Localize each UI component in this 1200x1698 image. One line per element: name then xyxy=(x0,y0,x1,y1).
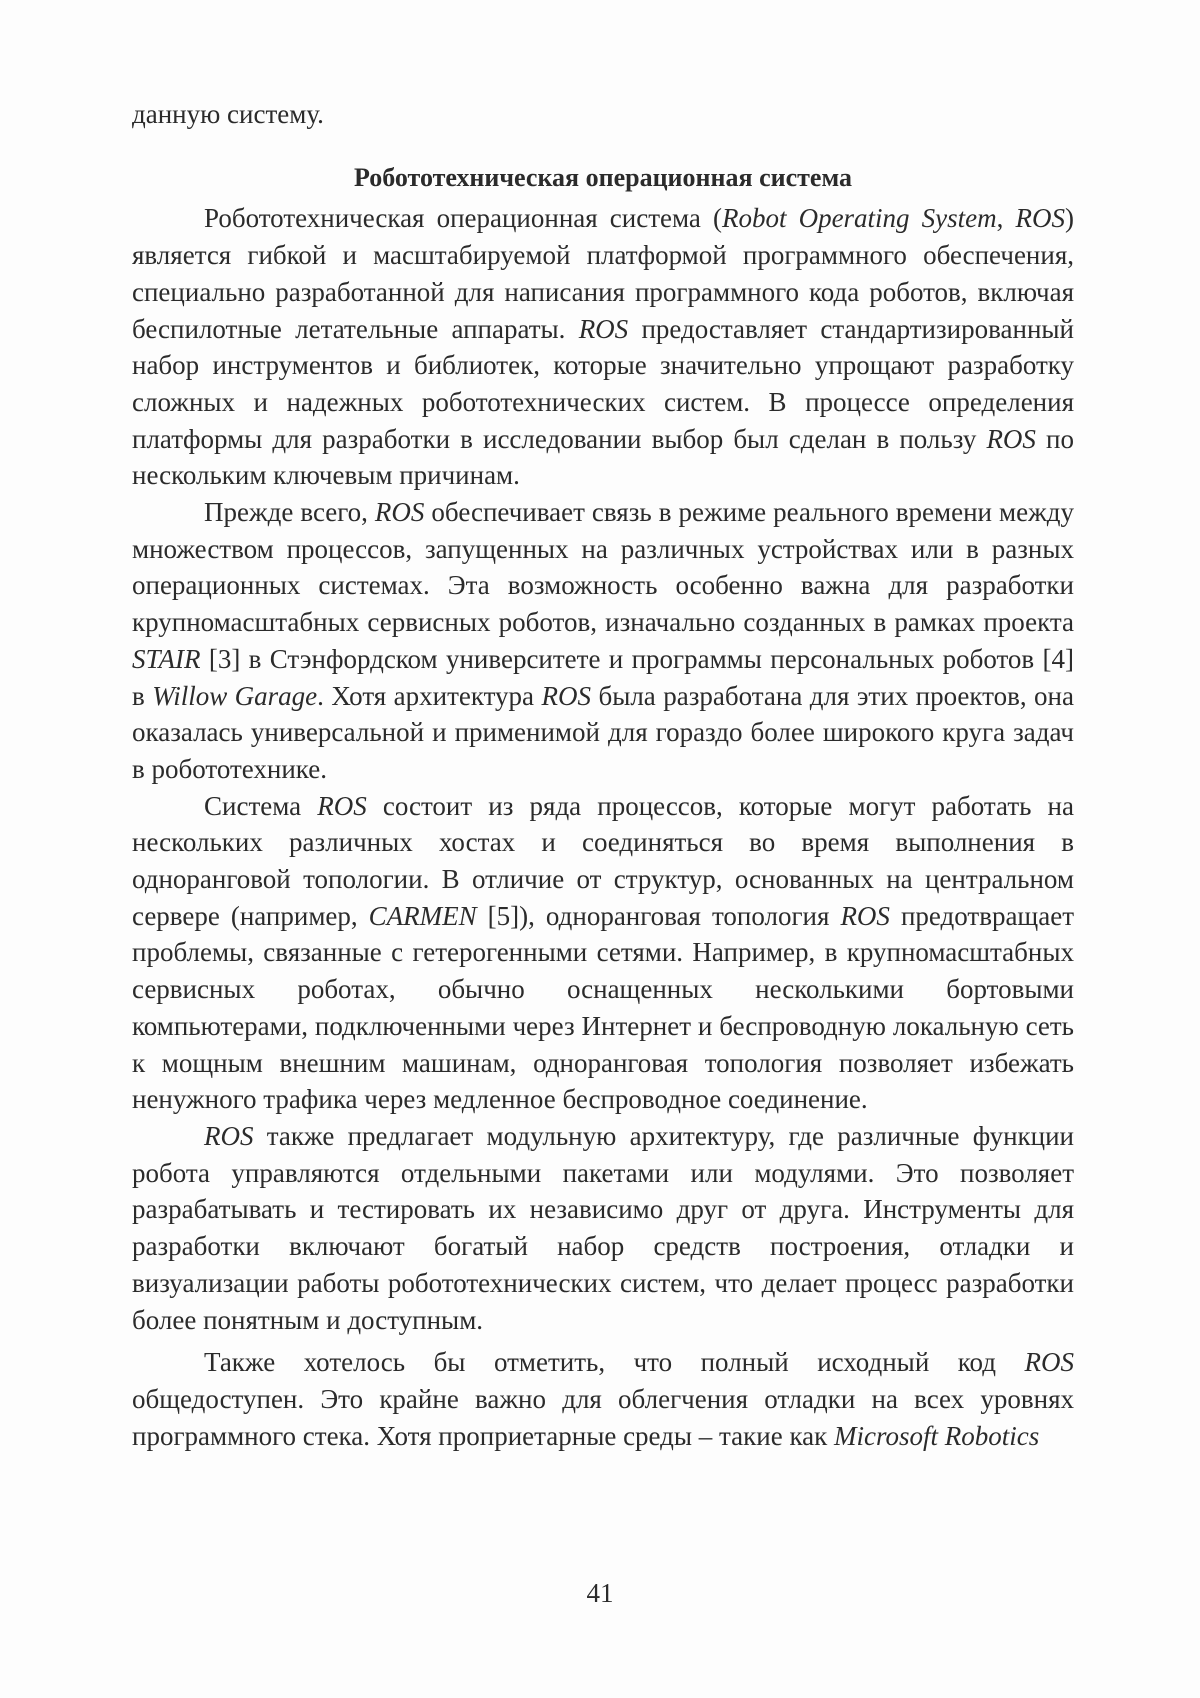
paragraph xyxy=(132,200,1074,494)
text-run: по нескольким ключевым причинам. xyxy=(132,423,1074,491)
text-run: предотвращает проблемы, связанные с гетерогенными сетями. Например, в крупномасштабных сервисных роботах, обычно оснащенных несколькими бортовыми компьютерами, подключенными через Интернет и беспроводную локальную сеть к мощным внешним машинам, одноранговая топология позволяет избежать ненужного трафика через медленное беспроводное соединение. xyxy=(132,900,1074,1115)
italic-term: CARMEN xyxy=(368,900,477,931)
italic-term: Willow Garage xyxy=(152,680,318,711)
text-run: общедоступен. Это крайне важно для облегчения отладки на всех уровнях программного стека. Хотя проприетарные среды – такие как xyxy=(132,1383,1074,1451)
text-run: Также хотелось бы отметить, что полный исходный код xyxy=(204,1347,1025,1378)
italic-term: ROS xyxy=(840,900,890,931)
italic-term: STAIR xyxy=(132,643,201,674)
italic-term: ROS xyxy=(317,790,367,821)
text-run: [3] в Стэнфордском университете и программы персональных роботов [4] в xyxy=(132,643,1074,711)
opening-fragment: данную систему. xyxy=(132,99,324,129)
text-run: предоставляет стандартизированный набор инструментов и библиотек, которые значительно упрощают разработку сложных и надежных робототехнических систем. В процессе определения платформы для разработки в исследовании выбор был сделан в пользу xyxy=(132,313,1074,454)
text-run: Система xyxy=(204,790,318,821)
paragraph xyxy=(132,494,1074,788)
body-text xyxy=(132,96,1074,1454)
text-run: обеспечивает связь в режиме реального времени между множеством процессов, запущенных на различных устройствах или в разных операционных системах. Эта возможность особенно важна для разработки крупномасштабных сервисных роботов, изначально созданных в рамках проекта xyxy=(132,497,1074,638)
italic-term: ROS xyxy=(1015,203,1065,234)
text-run: ) является гибкой и масштабируемой платформой программного обеспечения, специально разработанной для написания программного кода роботов, включая беспилотные летательные аппараты. xyxy=(132,203,1074,344)
text-run: состоит из ряда процессов, которые могут работать на нескольких различных хостах и соединяться во время выполнения в одноранговой топологии. В отличие от структур, основанных на центральном сервере (например, xyxy=(132,790,1074,931)
italic-term: Robot Operating System xyxy=(721,203,997,234)
italic-term: ROS xyxy=(541,680,591,711)
paragraph xyxy=(132,1344,1074,1454)
italic-term: ROS xyxy=(1024,1347,1074,1378)
italic-term: ROS xyxy=(986,423,1036,454)
paragraph xyxy=(132,788,1074,1118)
page-number: 41 xyxy=(586,1578,614,1608)
section-heading: Робототехническая операционная система xyxy=(354,162,852,192)
text-run: Робототехническая операционная система ( xyxy=(204,203,722,234)
paragraph xyxy=(132,1118,1074,1338)
text-run: . Хотя архитектура xyxy=(317,680,542,711)
text-run: [5]), одноранговая топология xyxy=(476,900,841,931)
italic-term: ROS xyxy=(374,497,425,528)
text-run: также предлагает модульную архитектуру, где различные функции робота управляются отдельными пакетами или модулями. Это позволяет разрабатывать и тестировать их независимо друг от друга. Инструменты для разработки включают богатый набор средств построения, отладки и визуализации работы робототехнических систем, что делает процесс разработки более понятным и доступным. xyxy=(132,1120,1074,1335)
italic-term: ROS xyxy=(578,313,629,344)
text-run: Прежде всего, xyxy=(204,497,375,528)
italic-term: Microsoft Robotics xyxy=(834,1420,1040,1451)
text-run: была разработана для этих проектов, она оказалась универсальной и применимой для гораздо более широкого круга задач в робототехнике. xyxy=(132,680,1074,784)
text-run: , xyxy=(996,203,1016,234)
italic-term: ROS xyxy=(204,1120,254,1151)
